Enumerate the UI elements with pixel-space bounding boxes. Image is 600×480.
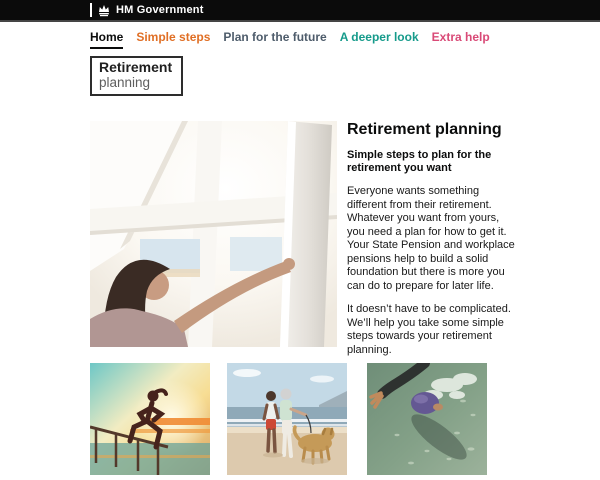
hero-image-woman-opening-window bbox=[90, 121, 337, 347]
intro-paragraph-2: It doesn’t have to be complicated. We’ll help you take some simple steps towards your retirement planning. bbox=[347, 303, 511, 356]
main-content bbox=[347, 121, 515, 357]
topbar-divider bbox=[90, 3, 92, 17]
gov-label: HM Government bbox=[116, 4, 204, 16]
retirement-planning-logo bbox=[90, 56, 183, 96]
nav-item-plan-for-the-future[interactable]: Plan for the future bbox=[223, 30, 327, 44]
gallery-image-couple-walking-dog bbox=[227, 363, 347, 475]
nav-item-simple-steps[interactable]: Simple steps bbox=[136, 30, 211, 44]
intro-paragraph-1: Everyone wants something different from their retirement. Whatever you want from yours, you need a plan for how to get it. Your State Pension and workplace pensions help to build a solid foundation but there is more you can do to prepare for later life. bbox=[347, 185, 515, 292]
main-navigation bbox=[90, 30, 490, 49]
logo-line-2: planning bbox=[99, 75, 151, 90]
nav-item-a-deeper-look[interactable]: A deeper look bbox=[339, 30, 419, 44]
gallery-image-swimmer bbox=[367, 363, 487, 475]
nav-item-home[interactable]: Home bbox=[90, 30, 123, 49]
page-subtitle: Simple steps to plan for the retirement you want bbox=[347, 149, 492, 174]
page-title: Retirement planning bbox=[347, 121, 502, 138]
logo-line-1: Retirement bbox=[99, 59, 173, 75]
crown-icon bbox=[97, 4, 111, 17]
activity-image-gallery bbox=[90, 363, 487, 475]
nav-item-extra-help[interactable]: Extra help bbox=[431, 30, 490, 44]
gallery-image-jogger-sunset bbox=[90, 363, 210, 475]
government-topbar bbox=[0, 0, 600, 22]
